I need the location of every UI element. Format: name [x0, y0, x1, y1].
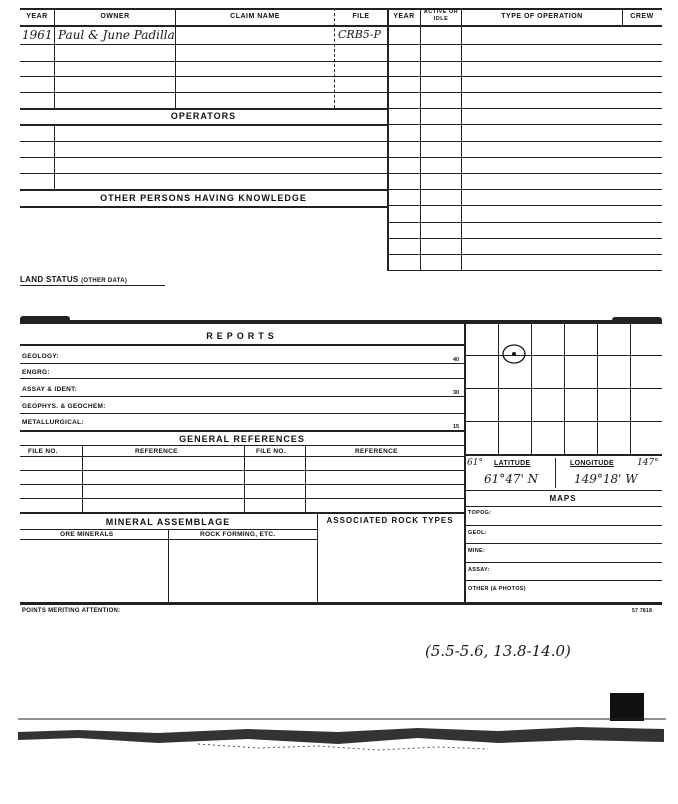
report-assay-num: 30	[453, 390, 460, 396]
other-persons-line	[20, 206, 387, 208]
gr-line	[20, 445, 464, 446]
points-meriting-label: POINTS MERITING ATTENTION:	[22, 608, 121, 614]
gr-line	[20, 456, 464, 457]
col-line	[461, 8, 462, 270]
entry-year: 1961	[22, 28, 53, 42]
right-row-line	[387, 141, 662, 142]
scanner-artifact-band	[18, 716, 666, 756]
grid-row	[464, 421, 662, 422]
gr-bottom-line	[20, 512, 464, 514]
lon-prefix: 147°	[637, 458, 659, 468]
longitude-value: 149°18' W	[574, 472, 638, 486]
right-row-line	[387, 76, 662, 77]
smudge-right	[612, 317, 662, 323]
right-row-line	[387, 61, 662, 62]
row-line	[20, 141, 387, 142]
row-line	[20, 44, 387, 45]
ore-minerals-label: ORE MINERALS	[60, 531, 114, 538]
maps-title: MAPS	[549, 494, 577, 503]
row-line	[20, 363, 464, 364]
gr-reference-1: REFERENCE	[135, 448, 178, 455]
reports-header-line	[20, 344, 464, 346]
latlon-divider	[555, 458, 556, 488]
report-geology-num: 40	[453, 357, 460, 363]
gr-col	[305, 445, 306, 512]
land-status-underline	[20, 285, 165, 286]
row-line	[20, 396, 464, 397]
gr-col	[82, 445, 83, 512]
grid-row	[464, 355, 662, 356]
right-row-line	[387, 173, 662, 174]
row-line	[20, 430, 464, 432]
map-other-photos: OTHER (& PHOTOS)	[468, 586, 526, 592]
grid-row	[464, 388, 662, 389]
right-row-line	[387, 222, 662, 223]
header-year: YEAR	[26, 13, 48, 20]
reports-title: REPORTS	[206, 331, 278, 341]
map-mine: MINE:	[468, 548, 486, 554]
row-line	[20, 378, 464, 379]
rock-forming-label: ROCK FORMING, ETC.	[200, 531, 276, 538]
land-status-sub: (OTHER DATA)	[81, 278, 128, 284]
row-line	[20, 76, 387, 77]
report-geology: GEOLOGY:	[22, 353, 59, 360]
col-line	[334, 8, 335, 108]
gr-file-no-2: FILE NO.	[256, 448, 286, 455]
maps-line	[464, 580, 662, 581]
coordinates-note: (5.5-5.6, 13.8-14.0)	[425, 642, 571, 660]
row-line	[20, 108, 387, 110]
row-line	[20, 92, 387, 93]
entry-file: CRB5-P	[338, 28, 381, 41]
maps-line	[464, 525, 662, 526]
right-row-line	[387, 270, 662, 271]
maps-line	[464, 562, 662, 563]
gr-line	[20, 470, 464, 471]
header-crew: CREW	[630, 13, 654, 20]
lat-prefix: 61°	[467, 458, 483, 468]
report-geophys: GEOPHYS. & GEOCHEM:	[22, 403, 106, 410]
gr-col	[244, 445, 245, 512]
maps-top-line	[464, 490, 662, 491]
gr-line	[20, 498, 464, 499]
form-bottom-line	[20, 602, 662, 605]
right-row-line	[387, 189, 662, 190]
land-status-title: LAND STATUS	[20, 275, 79, 284]
col-line	[54, 8, 55, 108]
mineral-col	[168, 529, 169, 602]
smudge-left	[20, 316, 70, 322]
col-line-center	[387, 8, 389, 270]
report-metallurgical: METALLURGICAL:	[22, 419, 84, 426]
mineral-col	[317, 512, 318, 602]
map-assay: ASSAY:	[468, 567, 490, 573]
row-line	[20, 61, 387, 62]
reports-right-border	[464, 322, 466, 602]
right-row-line	[387, 44, 662, 45]
gr-file-no-1: FILE NO.	[28, 448, 58, 455]
map-geol: GEOL:	[468, 530, 487, 536]
row-line	[20, 173, 387, 174]
right-row-line	[387, 92, 662, 93]
header-claim-name: CLAIM NAME	[230, 13, 280, 20]
gr-line	[20, 484, 464, 485]
longitude-label: LONGITUDE	[570, 460, 614, 467]
right-row-line	[387, 254, 662, 255]
gr-reference-2: REFERENCE	[355, 448, 398, 455]
maps-line	[464, 543, 662, 544]
grid-row	[464, 454, 662, 456]
report-metallurgical-num: 15	[453, 424, 460, 430]
location-circle-marker	[500, 343, 530, 365]
form-number: 57 7818	[632, 608, 653, 614]
row-line	[20, 157, 387, 158]
operators-title: OPERATORS	[170, 111, 237, 121]
row-line	[20, 189, 387, 191]
entry-owner: Paul & June Padilla	[58, 28, 175, 42]
latitude-value: 61°47' N	[484, 472, 539, 486]
right-row-line	[387, 124, 662, 125]
operators-header-line	[20, 124, 387, 126]
row-line	[20, 413, 464, 414]
header-file: FILE	[352, 13, 370, 20]
land-status-label	[20, 275, 127, 284]
maps-line	[464, 506, 662, 507]
right-row-line	[387, 108, 662, 109]
other-persons-title: OTHER PERSONS HAVING KNOWLEDGE	[100, 193, 307, 203]
reports-top-thick-line	[20, 320, 662, 324]
right-row-line	[387, 205, 662, 206]
col-line	[622, 8, 623, 26]
header-year-2: YEAR	[393, 13, 415, 20]
top-border	[20, 8, 662, 10]
header-type-of-operation: TYPE OF OPERATION	[501, 13, 583, 20]
associated-rock-types-title: ASSOCIATED ROCK TYPES	[326, 516, 454, 525]
latitude-label: LATITUDE	[494, 460, 531, 467]
right-row-line	[387, 157, 662, 158]
col-line	[175, 8, 176, 108]
header-owner: OWNER	[100, 13, 130, 20]
report-assay: ASSAY & IDENT:	[22, 386, 78, 393]
mineral-assemblage-title: MINERAL ASSEMBLAGE	[105, 517, 231, 527]
header-active-idle: ACTIVE OR IDLE	[423, 9, 459, 22]
col-line	[420, 8, 421, 270]
report-engrg: ENGRG:	[22, 369, 50, 376]
header-bottom-border	[20, 25, 662, 27]
right-row-line	[387, 238, 662, 239]
map-topog: TOPOG:	[468, 510, 492, 516]
general-references-title: GENERAL REFERENCES	[179, 434, 305, 444]
